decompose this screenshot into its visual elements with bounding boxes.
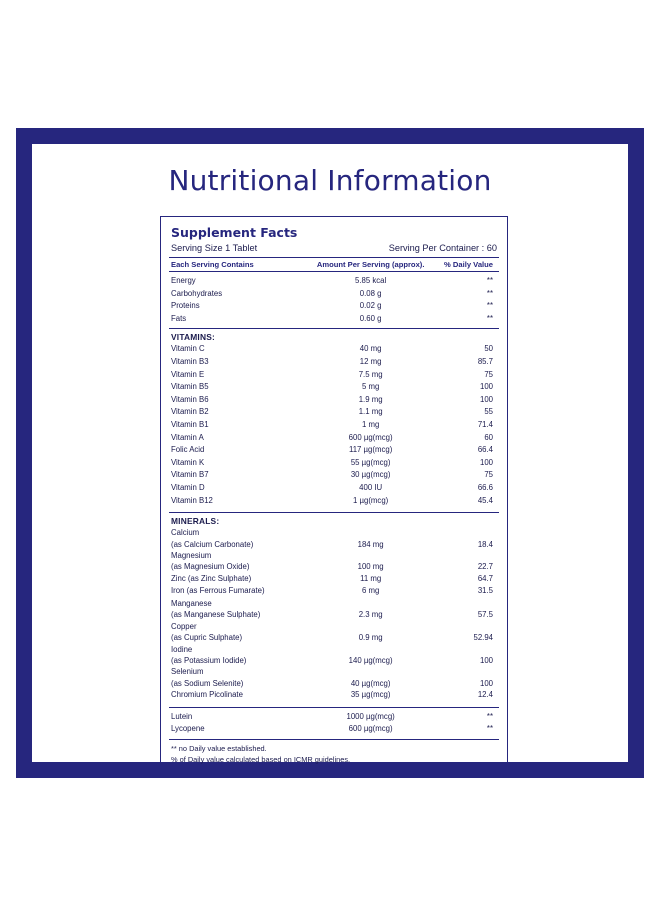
nutrient-dv: ** bbox=[486, 301, 493, 311]
table-row bbox=[169, 406, 499, 419]
nutrient-dv: 100 bbox=[479, 655, 493, 665]
nutrient-name: Manganese bbox=[171, 598, 212, 608]
nutrient-name: Vitamin A bbox=[171, 432, 204, 442]
table-row bbox=[169, 527, 499, 550]
supplement-facts-panel bbox=[160, 216, 508, 773]
table-row bbox=[169, 275, 499, 288]
nutrient-dv: 22.7 bbox=[477, 562, 493, 572]
nutrient-dv: ** bbox=[486, 724, 493, 734]
nutrient-dv: 45.4 bbox=[477, 495, 493, 505]
nutrient-dv: 100 bbox=[479, 457, 493, 467]
nutrient-dv: 100 bbox=[479, 394, 493, 404]
table-row bbox=[169, 313, 499, 326]
table-row bbox=[169, 598, 499, 621]
nutrient-name: Iron (as Ferrous Fumarate) bbox=[171, 586, 265, 596]
table-row bbox=[169, 573, 499, 586]
table-row bbox=[169, 356, 499, 369]
nutrient-name: Vitamin E bbox=[171, 369, 205, 379]
nutrient-dv: 100 bbox=[479, 678, 493, 688]
nutrient-name: Vitamin B3 bbox=[171, 356, 209, 366]
nutrient-name: Carbohydrates bbox=[171, 288, 223, 298]
nutrient-name: Vitamin B6 bbox=[171, 394, 209, 404]
table-row bbox=[169, 288, 499, 301]
table-row bbox=[169, 369, 499, 382]
table-row bbox=[169, 550, 499, 573]
nutrient-name: Calcium bbox=[171, 528, 200, 538]
nutrient-amount: 1.9 mg bbox=[358, 394, 383, 404]
nutrient-name: Copper bbox=[171, 621, 197, 631]
nutrient-dv: 85.7 bbox=[477, 356, 493, 366]
table-row bbox=[169, 419, 499, 432]
nutrient-amount: 12 mg bbox=[359, 356, 382, 366]
nutrient-amount: 0.60 g bbox=[359, 313, 382, 323]
footnote-line: % of Daily value calculated based on ICMR guidelines. bbox=[171, 754, 351, 764]
nutrient-dv: 60 bbox=[484, 432, 493, 442]
table-row bbox=[169, 394, 499, 407]
nutrient-name: Iodine bbox=[171, 644, 193, 654]
nutrient-dv: ** bbox=[486, 288, 493, 298]
nutrient-amount: 40 µg(mcg) bbox=[350, 678, 391, 688]
table-row bbox=[169, 300, 499, 313]
nutrient-amount: 1 µg(mcg) bbox=[353, 495, 389, 505]
nutrient-amount: 2.3 mg bbox=[358, 610, 383, 620]
nutrient-source: (as Sodium Selenite) bbox=[171, 678, 244, 688]
nutrient-name: Proteins bbox=[171, 301, 200, 311]
label-content-area bbox=[30, 142, 630, 764]
column-header-daily-value: % Daily Value bbox=[444, 260, 494, 269]
nutrient-name: Fats bbox=[171, 313, 187, 323]
nutrient-amount: 7.5 mg bbox=[358, 369, 383, 379]
nutrient-name: Magnesium bbox=[171, 550, 212, 560]
nutrient-amount: 184 mg bbox=[357, 539, 384, 549]
other-ingredients-group bbox=[169, 711, 499, 736]
nutrient-dv: 64.7 bbox=[477, 573, 493, 583]
nutrient-dv: 100 bbox=[479, 382, 493, 392]
table-column-headers bbox=[169, 258, 499, 271]
basic-nutrients-group bbox=[169, 275, 499, 325]
page-title: Nutritional Information bbox=[168, 164, 492, 197]
nutrient-amount: 1 mg bbox=[361, 419, 380, 429]
vitamins-group bbox=[169, 343, 499, 507]
blue-border-frame bbox=[16, 128, 644, 778]
nutrient-amount: 5 mg bbox=[361, 382, 380, 392]
serving-per-container-label: Serving Per Container : 60 bbox=[388, 243, 497, 253]
nutrient-amount: 11 mg bbox=[360, 573, 382, 583]
minerals-group bbox=[169, 527, 499, 702]
nutrient-amount: 35 µg(mcg) bbox=[350, 690, 391, 700]
table-row bbox=[169, 689, 499, 702]
nutrient-dv: 18.4 bbox=[477, 539, 493, 549]
nutrient-source: (as Calcium Carbonate) bbox=[171, 539, 254, 549]
nutrient-dv: 12.4 bbox=[477, 690, 493, 700]
table-row bbox=[169, 381, 499, 394]
table-row bbox=[169, 666, 499, 689]
vitamins-section-heading: VITAMINS: bbox=[171, 332, 215, 343]
nutrient-dv: 75 bbox=[484, 470, 493, 480]
nutrient-name: Vitamin C bbox=[171, 344, 205, 354]
nutrient-name: Vitamin B2 bbox=[171, 407, 209, 417]
nutrient-amount: 0.02 g bbox=[359, 301, 382, 311]
nutrient-dv: 55 bbox=[484, 407, 493, 417]
footnotes bbox=[169, 740, 499, 766]
nutrient-amount: 55 µg(mcg) bbox=[350, 457, 391, 467]
nutrient-dv: ** bbox=[486, 711, 493, 721]
nutrient-amount: 100 mg bbox=[357, 562, 384, 572]
nutrient-dv: 66.4 bbox=[477, 445, 493, 455]
nutrient-dv: 50 bbox=[484, 344, 493, 354]
nutrient-dv: ** bbox=[486, 313, 493, 323]
nutrient-amount: 600 µg(mcg) bbox=[348, 724, 393, 734]
nutrient-amount: 40 mg bbox=[359, 344, 382, 354]
nutrient-dv: 71.4 bbox=[477, 419, 493, 429]
nutrient-source: (as Potassium Iodide) bbox=[171, 655, 247, 665]
table-row bbox=[169, 482, 499, 495]
table-row bbox=[169, 495, 499, 508]
nutrient-amount: 140 µg(mcg) bbox=[348, 655, 393, 665]
table-row bbox=[169, 711, 499, 724]
nutrient-amount: 400 IU bbox=[359, 482, 383, 492]
footnote-line: ** no Daily value established. bbox=[171, 743, 267, 753]
nutrient-dv: 75 bbox=[484, 369, 493, 379]
table-row bbox=[169, 723, 499, 736]
nutrient-name: Vitamin B5 bbox=[171, 382, 209, 392]
minerals-section-heading: MINERALS: bbox=[171, 516, 220, 527]
table-row bbox=[169, 444, 499, 457]
column-header-amount: Amount Per Serving (approx). bbox=[316, 260, 425, 269]
table-row bbox=[169, 469, 499, 482]
table-row bbox=[169, 457, 499, 470]
nutrient-source: (as Cupric Sulphate) bbox=[171, 633, 243, 643]
nutrient-name: Zinc (as Zinc Sulphate) bbox=[171, 573, 252, 583]
table-row bbox=[169, 585, 499, 598]
nutrient-amount: 117 µg(mcg) bbox=[348, 445, 393, 455]
nutrient-source: (as Magnesium Oxide) bbox=[171, 562, 250, 572]
supplement-facts-heading: Supplement Facts bbox=[171, 225, 298, 240]
nutrient-dv: 31.5 bbox=[477, 586, 493, 596]
nutrient-dv: ** bbox=[486, 276, 493, 285]
nutrient-name: Lutein bbox=[171, 711, 193, 721]
nutrient-amount: 0.08 g bbox=[359, 288, 382, 298]
nutrient-amount: 30 µg(mcg) bbox=[350, 470, 391, 480]
nutrient-dv: 57.5 bbox=[477, 610, 493, 620]
nutrient-name: Vitamin D bbox=[171, 482, 205, 492]
nutrient-amount: 1000 µg(mcg) bbox=[346, 711, 395, 721]
nutrient-name: Vitamin B7 bbox=[171, 470, 209, 480]
nutrient-name: Folic Acid bbox=[171, 445, 205, 455]
nutrient-dv: 66.6 bbox=[477, 482, 493, 492]
table-row bbox=[169, 432, 499, 445]
table-row bbox=[169, 644, 499, 667]
column-header-name: Each Serving Contains bbox=[171, 260, 254, 269]
nutrient-amount: 0.9 mg bbox=[358, 633, 383, 643]
nutrient-dv: 52.94 bbox=[473, 633, 493, 643]
nutrient-name: Vitamin K bbox=[171, 457, 205, 467]
serving-size-label: Serving Size 1 Tablet bbox=[171, 243, 258, 253]
nutrient-amount: 1.1 mg bbox=[358, 407, 383, 417]
table-row bbox=[169, 621, 499, 644]
nutrient-name: Chromium Picolinate bbox=[171, 690, 243, 700]
nutrient-name: Selenium bbox=[171, 667, 204, 677]
nutrient-name: Vitamin B12 bbox=[171, 495, 213, 505]
nutrient-name: Vitamin B1 bbox=[171, 419, 209, 429]
nutrient-amount: 5.85 kcal bbox=[355, 276, 387, 285]
nutrient-amount: 6 mg bbox=[361, 586, 380, 596]
serving-info-row bbox=[169, 243, 499, 257]
nutrient-name: Lycopene bbox=[171, 724, 205, 734]
nutrient-amount: 600 µg(mcg) bbox=[348, 432, 393, 442]
table-row bbox=[169, 343, 499, 356]
nutrient-name: Energy bbox=[171, 276, 196, 285]
nutrient-source: (as Manganese Sulphate) bbox=[171, 610, 261, 620]
